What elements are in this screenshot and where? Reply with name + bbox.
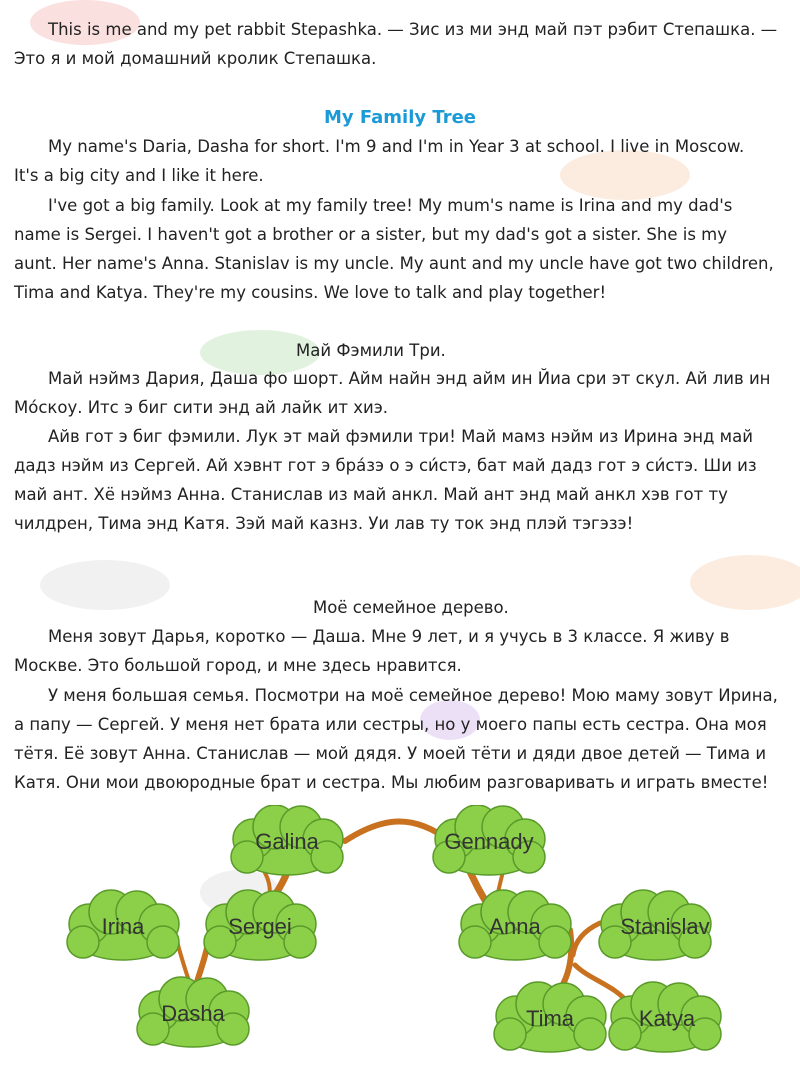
name-sergei: Sergei: [228, 914, 292, 939]
english-line: My name's Daria, Dasha for short. I'm 9 and I'm in Year 3 at school. I live in Moscow.: [48, 137, 745, 156]
name-dasha: Dasha: [161, 1001, 225, 1026]
transcription-line: май ант. Хё нэймз Анна. Станислав из май анкл. Май ант энд май анкл хэв гот ту: [14, 485, 728, 504]
branch-stanislav: [573, 923, 600, 955]
watermark-blob: [40, 560, 170, 610]
branch-galina-gennady: [345, 822, 450, 842]
family-tree-diagram: [55, 805, 745, 1073]
translation-line: У меня большая семья. Посмотри на моё семейное дерево! Мою маму зовут Ирина,: [48, 686, 778, 705]
transcription-line: Айв гот э биг фэмили. Лук эт май фэмили три! Май мамз нэйм из Ирина энд май: [48, 427, 753, 446]
translation-line: Меня зовут Дарья, коротко — Даша. Мне 9 лет, и я учусь в 3 классе. Я живу в: [48, 627, 730, 646]
name-katya: Katya: [638, 1006, 696, 1031]
name-stanislav: Stanislav: [620, 914, 710, 939]
transcription-line: Май нэймз Дария, Даша фо шорт. Айм найн энд айм ин Йиа сри эт скул. Ай лив ин: [48, 369, 771, 388]
english-line: aunt. Her name's Anna. Stanislav is my uncle. My aunt and my uncle have got two children,: [14, 254, 774, 273]
name-gennady: Gennady: [444, 829, 534, 854]
translation-line: а папу — Сергей. У меня нет брата или сестры, но у моего папы есть сестра. Она моя: [14, 715, 767, 734]
translation-line: Москве. Это большой город, и мне здесь нравится.: [14, 656, 462, 675]
english-line: It's a big city and I like it here.: [14, 166, 264, 185]
transcription-title: Май Фэмили Три.: [296, 341, 446, 360]
english-title: My Family Tree: [324, 107, 476, 128]
translation-line: тётя. Её зовут Анна. Станислав — мой дядя. У моей тёти и дяди двое детей — Тима и: [14, 744, 767, 763]
name-tima: Tima: [525, 1006, 575, 1031]
english-line: name is Sergei. I haven't got a brother or a sister, but my dad's got a sister. She is my: [14, 225, 728, 244]
intro-line: This is me and my pet rabbit Stepashka. — Зис из ми энд май пэт рэбит Степашка. —: [48, 20, 778, 39]
name-anna: Anna: [489, 914, 541, 939]
english-line: I've got a big family. Look at my family tree! My mum's name is Irina and my dad's: [48, 196, 733, 215]
name-irina: Irina: [101, 914, 145, 939]
transcription-line: дадз нэйм из Сергей. Ай хэвнт гот э бра́зэ о э си́стэ, бат май дадз гот э си́стэ. Ши из: [14, 456, 757, 475]
transcription-line: чилдрен, Тима энд Катя. Зэй май казнз. Уи лав ту ток энд плэй тэгэзэ!: [14, 514, 634, 533]
intro-line: Это я и мой домашний кролик Степашка.: [14, 49, 377, 68]
transcription-line: Мо́скоу. Итс э биг сити энд ай лайк ит хиэ.: [14, 398, 389, 417]
english-line: Tima and Katya. They're my cousins. We love to talk and play together!: [14, 283, 607, 302]
translation-title: Моё семейное дерево.: [313, 598, 509, 617]
name-galina: Galina: [255, 829, 319, 854]
translation-line: Катя. Они мои двоюродные брат и сестра. Мы любим разговаривать и играть вместе!: [14, 773, 769, 792]
